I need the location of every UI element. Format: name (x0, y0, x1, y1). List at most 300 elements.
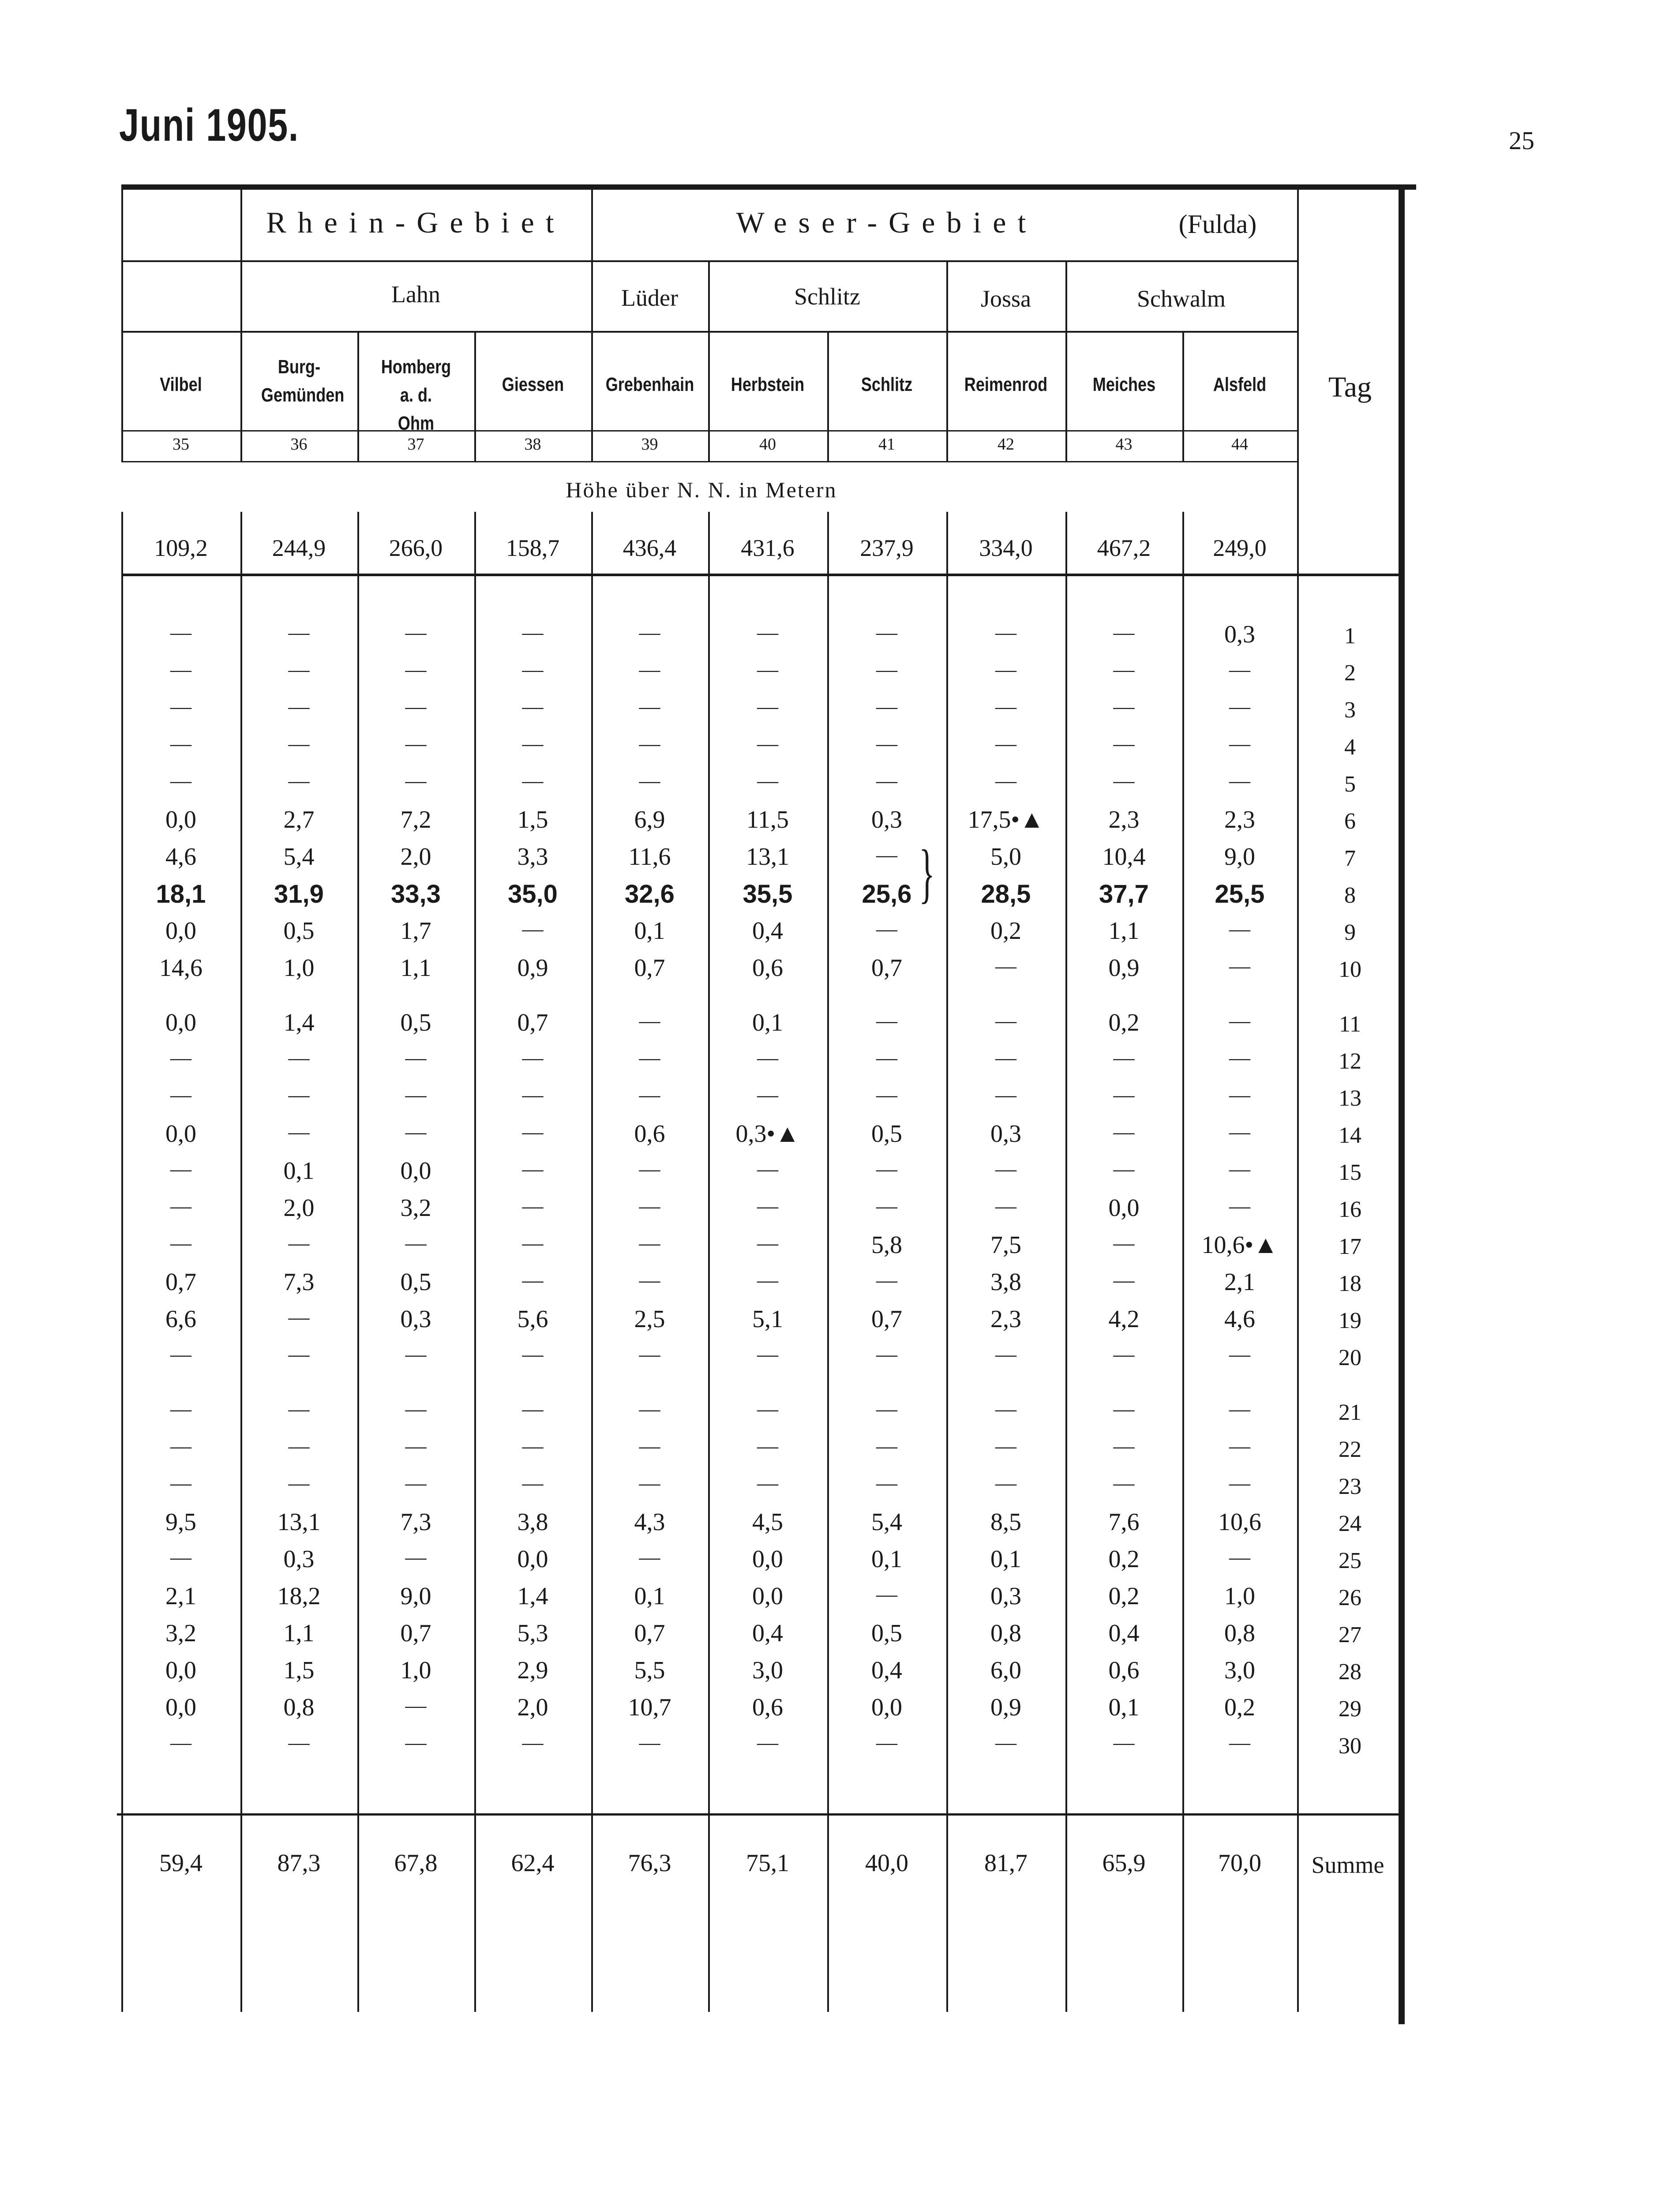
table-cell: — (405, 1343, 427, 1366)
vline-body-1 (240, 574, 242, 2012)
table-cell: — (757, 1194, 778, 1218)
day-number: 16 (1339, 1197, 1361, 1222)
table-cell: 0,3 (990, 1583, 1021, 1610)
day-number: 1 (1344, 623, 1356, 649)
table-cell: — (522, 1268, 544, 1292)
table-cell: — (1229, 1120, 1250, 1144)
table-cell: 2,5 (634, 1306, 665, 1333)
table-cell: — (405, 658, 427, 681)
table-cell: — (876, 1343, 897, 1366)
table-cell: — (639, 695, 660, 718)
table-cell: 5,6 (517, 1306, 548, 1333)
table-cell: — (876, 1046, 897, 1069)
station-height: 109,2 (154, 535, 208, 561)
table-cell: — (757, 658, 778, 681)
station-number: 43 (1115, 435, 1132, 454)
table-cell: — (639, 1343, 660, 1366)
table-cell: — (995, 1343, 1016, 1366)
day-number: 27 (1339, 1622, 1361, 1647)
table-cell: — (995, 732, 1016, 755)
table-cell: 2,9 (517, 1657, 548, 1684)
table-cell: — (170, 732, 191, 755)
vline-body-6 (827, 574, 829, 2012)
table-cell: — (1229, 1397, 1250, 1421)
day-number: 9 (1344, 920, 1356, 945)
weser-sub-heading: (Fulda) (1178, 210, 1257, 239)
table-cell: 0,1 (990, 1546, 1021, 1573)
table-cell: — (876, 1083, 897, 1107)
table-cell: 0,7 (871, 954, 902, 982)
table-cell: 1,5 (283, 1657, 315, 1684)
table-cell: — (1229, 1343, 1250, 1366)
table-cell: — (288, 732, 310, 755)
table-cell: — (639, 1471, 660, 1495)
table-cell: — (1113, 658, 1135, 681)
station-name: Burg-Gemünden (261, 356, 344, 406)
vline-hoehe-3 (474, 512, 476, 574)
table-cell: — (995, 1731, 1016, 1754)
table-cell: 5,1 (752, 1306, 783, 1333)
day-number: 11 (1339, 1012, 1361, 1037)
day-number: 14 (1339, 1123, 1361, 1148)
table-cell: 2,0 (400, 843, 431, 870)
table-cell: — (1229, 1434, 1250, 1458)
table-cell: 0,7 (400, 1620, 431, 1647)
table-cell: 2,1 (1224, 1268, 1255, 1296)
table-cell: 0,1 (871, 1546, 902, 1573)
table-cell: — (522, 1046, 544, 1069)
station-name: Meiches (1092, 374, 1155, 395)
table-cell: — (876, 917, 897, 941)
day-number: 17 (1339, 1234, 1361, 1259)
station-height: 431,6 (741, 535, 795, 561)
day-number: 6 (1344, 809, 1356, 834)
table-cell: — (757, 1343, 778, 1366)
table-cell: — (288, 1343, 310, 1366)
table-cell: 5,0 (990, 843, 1021, 870)
table-cell: — (288, 769, 310, 792)
table-cell: — (876, 658, 897, 681)
station-height: 266,0 (389, 535, 443, 561)
table-cell: — (1229, 1009, 1250, 1032)
table-cell: — (288, 1046, 310, 1069)
table-cell: 7,3 (283, 1268, 315, 1296)
table-cell: — (757, 695, 778, 718)
table-cell: 0,2 (1224, 1694, 1255, 1721)
table-cell: — (995, 1083, 1016, 1107)
day-number: 22 (1339, 1437, 1361, 1462)
table-cell: — (876, 769, 897, 792)
table-cell: — (522, 658, 544, 681)
table-cell: 0,0 (871, 1694, 902, 1721)
station-number: 35 (172, 435, 189, 454)
table-cell: — (1113, 1157, 1135, 1181)
table-cell: — (522, 1434, 544, 1458)
table-cell: 17,5•▲ (968, 806, 1044, 833)
table-cell: — (1229, 658, 1250, 681)
table-cell: — (995, 1194, 1016, 1218)
sum-cell: 67,8 (394, 1850, 438, 1877)
table-cell: — (639, 1397, 660, 1421)
table-cell: — (757, 732, 778, 755)
table-cell: — (757, 1397, 778, 1421)
table-cell: 33,3 (391, 880, 441, 908)
table-cell: 0,8 (1224, 1620, 1255, 1647)
vline-hoehe-6 (827, 512, 829, 574)
vline-head-sub-2 (827, 331, 829, 461)
day-number: 20 (1339, 1345, 1361, 1370)
vline-head-sub-1 (474, 331, 476, 461)
table-cell: 8,5 (990, 1508, 1021, 1536)
table-cell: — (876, 621, 897, 644)
table-cell: 0,5 (400, 1009, 431, 1036)
table-cell: 0,0 (165, 917, 196, 945)
table-cell: 0,0 (752, 1546, 783, 1573)
table-cell: 2,1 (165, 1583, 196, 1610)
rhein-gebiet-heading: Rhein-Gebiet (266, 206, 566, 239)
table-cell: — (405, 1546, 427, 1569)
table-cell: 5,3 (517, 1620, 548, 1647)
table-cell: — (1229, 769, 1250, 792)
table-cell: — (170, 1343, 191, 1366)
station-number: 39 (641, 435, 658, 454)
table-cell: — (288, 658, 310, 681)
table-cell: — (639, 1194, 660, 1218)
table-cell: — (1113, 1397, 1135, 1421)
table-cell: — (995, 1009, 1016, 1032)
table-cell: 25,6 (862, 880, 912, 908)
table-cell: — (522, 917, 544, 941)
brace-mark: } (919, 837, 935, 910)
table-cell: 4,6 (1224, 1306, 1255, 1333)
table-cell: 9,0 (1224, 843, 1255, 870)
vline-head-sub-3 (1182, 331, 1184, 461)
table-cell: 10,6•▲ (1201, 1231, 1278, 1259)
table-cell: — (995, 621, 1016, 644)
table-cell: 1,0 (400, 1657, 431, 1684)
table-cell: — (288, 1731, 310, 1754)
table-cell: 3,8 (990, 1268, 1021, 1296)
table-cell: 0,0 (1108, 1194, 1140, 1222)
vline-body-0 (121, 574, 123, 2012)
table-cell: 0,4 (752, 917, 783, 945)
station-height: 436,4 (622, 535, 677, 561)
table-cell: 0,3 (990, 1120, 1021, 1148)
table-cell: — (288, 621, 310, 644)
table-cell: — (1113, 1231, 1135, 1255)
vline-hoehe-1 (240, 512, 242, 574)
table-cell: — (522, 1157, 544, 1181)
table-cell: 0,9 (990, 1694, 1021, 1721)
table-cell: 4,3 (634, 1508, 665, 1536)
table-cell: 0,5 (871, 1620, 902, 1647)
table-cell: — (405, 732, 427, 755)
table-cell: — (288, 1434, 310, 1458)
table-cell: — (405, 1434, 427, 1458)
table-cell: — (757, 1157, 778, 1181)
table-cell: 5,4 (871, 1508, 902, 1536)
table-cell: — (288, 1120, 310, 1144)
table-cell: — (876, 1009, 897, 1032)
table-cell: — (1113, 1268, 1135, 1292)
station-height: 244,9 (272, 535, 326, 561)
table-cell: 11,5 (746, 806, 789, 833)
table-cell: — (405, 1046, 427, 1069)
table-cell: 6,9 (634, 806, 665, 833)
table-cell: — (1113, 621, 1135, 644)
vline-head-1 (591, 190, 593, 461)
table-cell: 0,4 (752, 1620, 783, 1647)
table-cell: 0,5 (283, 917, 315, 945)
table-cell: — (995, 1397, 1016, 1421)
table-cell: 0,4 (1108, 1620, 1140, 1647)
table-cell: — (170, 769, 191, 792)
station-height: 334,0 (979, 535, 1033, 561)
table-cell: 0,4 (871, 1657, 902, 1684)
day-number: 15 (1339, 1160, 1361, 1185)
sum-cell: 40,0 (865, 1850, 908, 1877)
table-cell: 28,5 (981, 880, 1031, 908)
table-cell: 0,3 (1224, 621, 1255, 648)
vline-hoehe-2 (357, 512, 359, 574)
table-cell: — (639, 658, 660, 681)
table-cell: — (288, 1306, 310, 1329)
station-number: 37 (407, 435, 424, 454)
table-cell: — (757, 1434, 778, 1458)
table-cell: — (522, 1120, 544, 1144)
table-cell: 3,8 (517, 1508, 548, 1536)
table-cell: — (288, 1471, 310, 1495)
table-cell: — (170, 1471, 191, 1495)
vline-body-3 (474, 574, 476, 2012)
hoehe-label: Höhe über N. N. in Metern (566, 477, 837, 502)
river-schlitz: Schlitz (794, 283, 860, 310)
table-cell: — (405, 1731, 427, 1754)
table-cell: 2,7 (283, 806, 315, 833)
table-cell: 0,9 (1108, 954, 1140, 982)
header-rule-2 (240, 331, 1297, 333)
table-cell: — (995, 695, 1016, 718)
station-number: 38 (524, 435, 541, 454)
table-cell: 0,8 (990, 1620, 1021, 1647)
vline-head-5 (1065, 260, 1067, 461)
table-cell: 3,3 (517, 843, 548, 870)
table-cell: — (170, 695, 191, 718)
table-cell: — (876, 1731, 897, 1754)
table-cell: — (405, 1694, 427, 1717)
table-right-rule (1399, 184, 1405, 2024)
station-height: 158,7 (506, 535, 560, 561)
sum-cell: 81,7 (984, 1850, 1028, 1877)
station-number: 42 (998, 435, 1014, 454)
station-name: Homberg a. d. Ohm (381, 356, 451, 434)
day-number: 4 (1344, 735, 1356, 760)
table-cell: — (757, 1083, 778, 1107)
river-lueder: Lüder (621, 285, 678, 311)
sum-cell: 87,3 (277, 1850, 321, 1877)
vline-body-9 (1182, 574, 1184, 2012)
table-cell: — (639, 1268, 660, 1292)
table-cell: — (995, 954, 1016, 978)
tag-heading: Tag (1328, 371, 1372, 403)
table-cell: — (1113, 1120, 1135, 1144)
table-cell: — (170, 1194, 191, 1218)
sum-cell: 65,9 (1102, 1850, 1146, 1877)
day-number: 29 (1339, 1696, 1361, 1722)
table-cell: 37,7 (1099, 880, 1149, 908)
table-cell: 0,3 (400, 1306, 431, 1333)
table-cell: 3,2 (165, 1620, 196, 1647)
table-cell: 2,3 (1224, 806, 1255, 833)
table-cell: — (876, 1583, 897, 1606)
table-cell: — (876, 1434, 897, 1458)
table-cell: 0,3 (283, 1546, 315, 1573)
table-cell: — (995, 1157, 1016, 1181)
page-title: Juni 1905. (119, 100, 299, 151)
station-number: 44 (1231, 435, 1248, 454)
table-cell: — (639, 621, 660, 644)
table-cell: 25,5 (1215, 880, 1265, 908)
table-cell: — (1229, 1731, 1250, 1754)
table-cell: — (639, 1546, 660, 1569)
table-cell: — (876, 1471, 897, 1495)
table-cell: — (1229, 1157, 1250, 1181)
table-cell: 2,0 (517, 1694, 548, 1721)
table-cell: 0,6 (752, 1694, 783, 1721)
weser-gebiet-heading: Weser-Gebiet (736, 206, 1038, 239)
table-cell: 0,1 (634, 917, 665, 945)
sum-cell: 75,1 (746, 1850, 789, 1877)
table-cell: — (170, 658, 191, 681)
table-cell: 0,3 (871, 806, 902, 833)
table-cell: 7,3 (400, 1508, 431, 1536)
day-number: 12 (1339, 1049, 1361, 1074)
table-cell: — (1229, 1546, 1250, 1569)
table-cell: — (170, 1231, 191, 1255)
station-name: Reimenrod (964, 374, 1048, 395)
table-cell: 0,1 (283, 1157, 315, 1185)
day-number: 18 (1339, 1271, 1361, 1296)
table-cell: 0,2 (1108, 1546, 1140, 1573)
table-cell: — (995, 1471, 1016, 1495)
table-cell: 6,6 (165, 1306, 196, 1333)
station-name: Giessen (502, 374, 564, 395)
sum-rule (117, 1813, 1399, 1816)
vline-hoehe-8 (1065, 512, 1067, 574)
header-rule-3 (121, 331, 240, 333)
table-cell: — (757, 1731, 778, 1754)
vline-hoehe-9 (1182, 512, 1184, 574)
table-cell: — (757, 1046, 778, 1069)
table-cell: — (170, 621, 191, 644)
station-name: Grebenhain (605, 374, 694, 395)
day-number: 28 (1339, 1659, 1361, 1685)
sum-cell: 70,0 (1218, 1850, 1261, 1877)
table-cell: 0,7 (871, 1306, 902, 1333)
table-cell: — (1229, 954, 1250, 978)
table-cell: 0,8 (283, 1694, 315, 1721)
table-cell: 1,1 (400, 954, 431, 982)
header-rule-5 (121, 461, 1297, 462)
table-cell: — (876, 1194, 897, 1218)
station-height: 237,9 (860, 535, 914, 561)
sum-label: Summe (1311, 1852, 1384, 1878)
day-number: 30 (1339, 1733, 1361, 1759)
vline-hoehe-4 (591, 512, 593, 574)
table-cell: — (405, 1471, 427, 1495)
day-number: 7 (1344, 846, 1356, 871)
table-cell: — (1113, 1434, 1135, 1458)
table-cell: 0,2 (1108, 1583, 1140, 1610)
table-cell: 32,6 (625, 880, 675, 908)
table-cell: — (1113, 1083, 1135, 1107)
station-name: Schlitz (861, 374, 913, 395)
table-cell: — (995, 1434, 1016, 1458)
table-cell: — (522, 1231, 544, 1255)
table-cell: 0,2 (990, 917, 1021, 945)
day-number: 13 (1339, 1086, 1361, 1111)
table-cell: — (170, 1083, 191, 1107)
table-cell: 6,0 (990, 1657, 1021, 1684)
vline-head-3 (708, 260, 710, 461)
table-cell: — (995, 769, 1016, 792)
table-cell: — (1113, 769, 1135, 792)
day-number: 3 (1344, 698, 1356, 723)
table-top-rule (121, 184, 1416, 190)
table-cell: 0,0 (165, 1657, 196, 1684)
table-cell: — (995, 658, 1016, 681)
station-name: Alsfeld (1213, 374, 1267, 395)
table-cell: — (405, 695, 427, 718)
table-cell: 9,5 (165, 1508, 196, 1536)
table-cell: 13,1 (746, 843, 789, 870)
table-cell: 1,5 (517, 806, 548, 833)
table-cell: — (639, 732, 660, 755)
table-cell: — (1113, 1731, 1135, 1754)
sum-cell: 76,3 (628, 1850, 671, 1877)
vline-head-sub-0 (357, 331, 359, 461)
table-cell: 0,2 (1108, 1009, 1140, 1036)
table-cell: 1,7 (400, 917, 431, 945)
table-cell: 10,4 (1102, 843, 1146, 870)
vline-head-4 (946, 260, 948, 461)
table-cell: — (1113, 732, 1135, 755)
table-cell: 10,7 (628, 1694, 671, 1721)
river-lahn: Lahn (391, 281, 440, 308)
table-cell: — (876, 732, 897, 755)
table-cell: — (522, 1194, 544, 1218)
table-cell: 14,6 (159, 954, 202, 982)
table-cell: 9,0 (400, 1583, 431, 1610)
table-cell: 3,0 (752, 1657, 783, 1684)
table-cell: 2,0 (283, 1194, 315, 1222)
table-cell: — (170, 1157, 191, 1181)
table-cell: 18,1 (156, 880, 206, 908)
day-number: 8 (1344, 883, 1356, 908)
table-cell: 0,6 (1108, 1657, 1140, 1684)
vline-hoehe-10 (1297, 512, 1299, 574)
table-cell: — (995, 1046, 1016, 1069)
table-cell: — (522, 695, 544, 718)
vline-hoehe-0 (121, 512, 123, 574)
station-name: Herbstein (731, 374, 805, 395)
table-cell: — (522, 1731, 544, 1754)
table-cell: — (522, 1397, 544, 1421)
day-number: 24 (1339, 1511, 1361, 1536)
table-cell: 0,6 (752, 954, 783, 982)
vline-hoehe-5 (708, 512, 710, 574)
table-cell: — (876, 1268, 897, 1292)
